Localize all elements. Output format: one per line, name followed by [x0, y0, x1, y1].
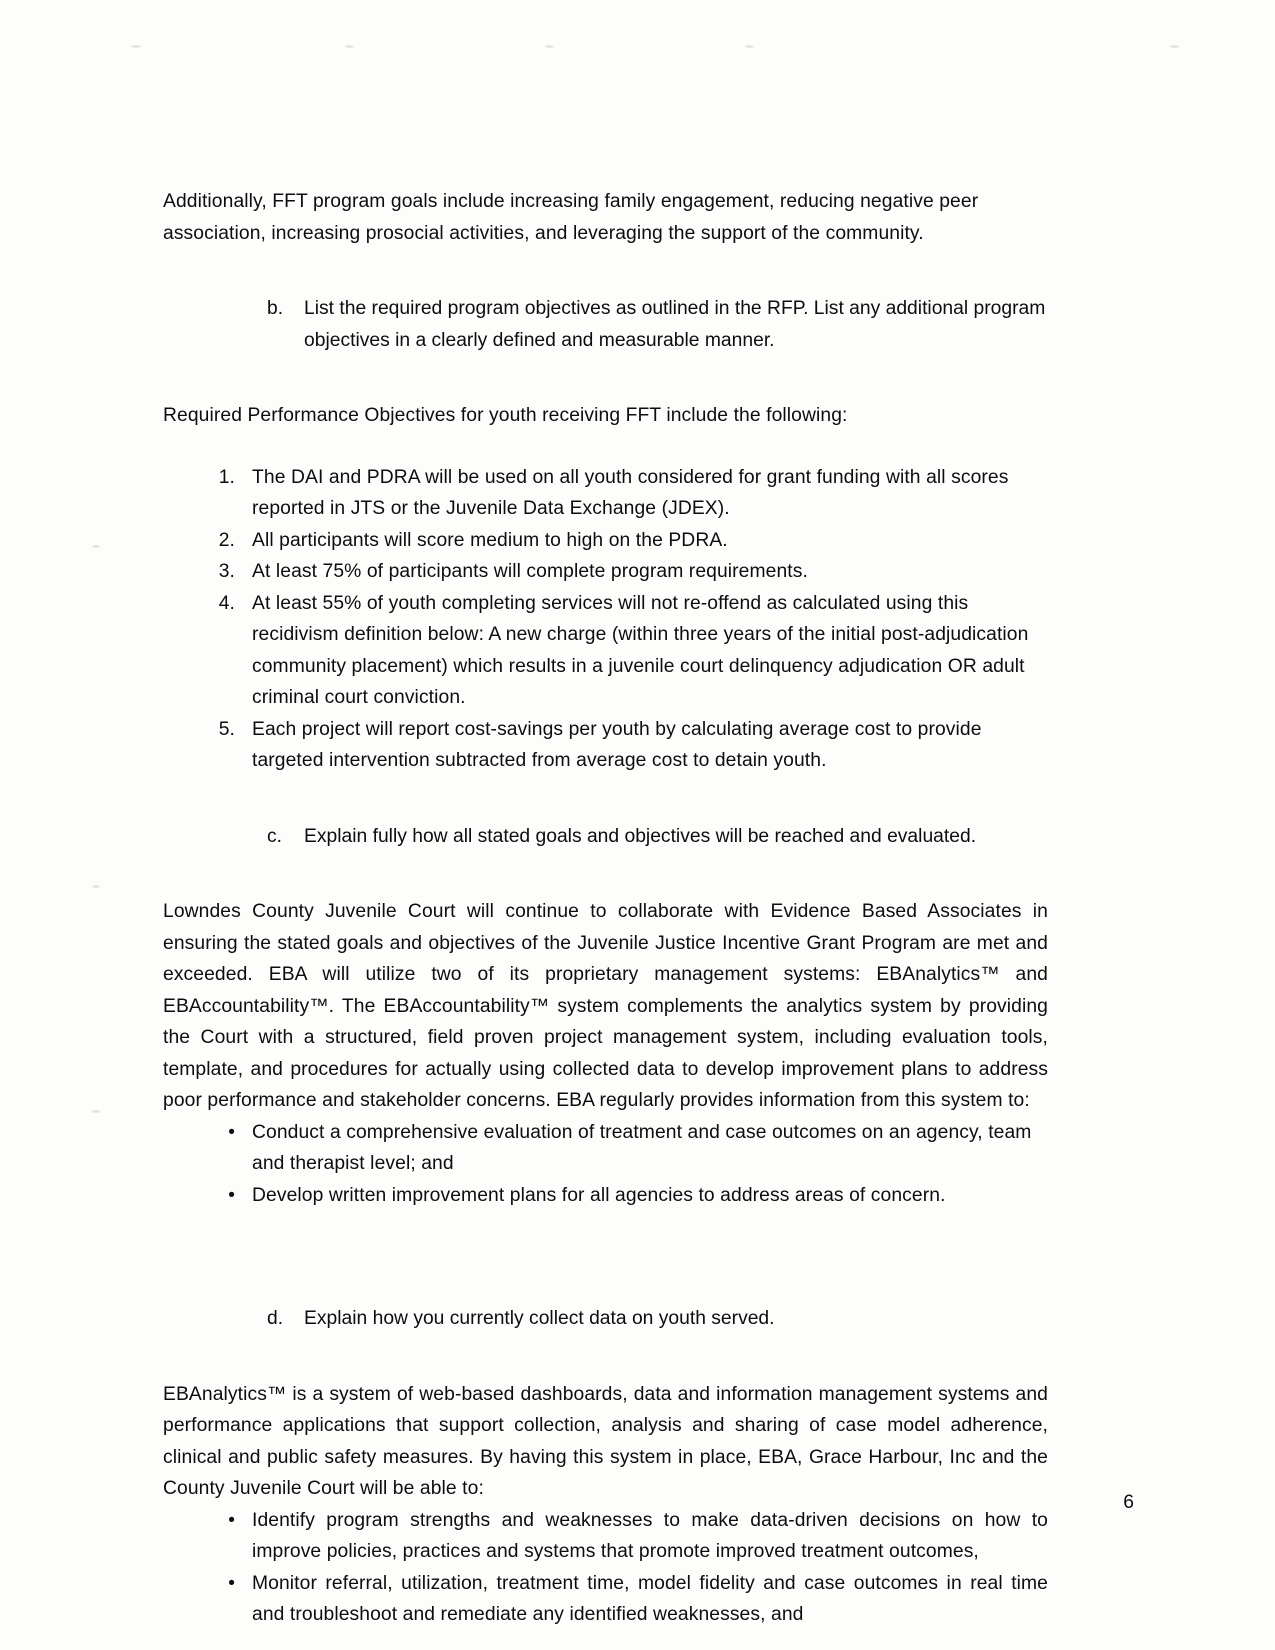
list-item-number: 2. — [218, 529, 235, 551]
list-item-text: Monitor referral, utilization, treatment time, model fidelity and case outcomes in real time and troubleshoot and remediate any identified weaknesses, and — [252, 1572, 1048, 1625]
list-item — [198, 462, 1048, 525]
list-item — [198, 1505, 1048, 1568]
spacer — [163, 249, 1048, 293]
scan-speckle — [131, 45, 141, 48]
bullet-icon: • — [228, 1572, 235, 1594]
list-item-text: At least 75% of participants will complete program requirements. — [252, 561, 808, 582]
spacer — [163, 852, 1048, 896]
spacer — [163, 777, 1048, 821]
bullet-icon: • — [228, 1184, 235, 1206]
list-item-text: The DAI and PDRA will be used on all youth considered for grant funding with all scores reported in JTS or the Juvenile Data Exchange (JDEX). — [252, 466, 1009, 519]
list-item-number: 4. — [218, 592, 235, 614]
scan-speckle — [745, 45, 754, 48]
collaboration-paragraph: Lowndes County Juvenile Court will continue to collaborate with Evidence Based Associates in ensuring the stated goals and objectives of the Juvenile Justice Incentive Grant Program are met and exceeded. EBA will utilize two of its proprietary management systems: EBAnalytics™ and EBAccountability™. The EBAccountability™ system complements the analytics system by providing the Court with a structured, field proven project management system, including evaluation tools, template, and procedures for actually using collected data to develop improvement plans to address poor performance and stakeholder concerns. EBA regularly provides information from this system to: — [163, 901, 1048, 1111]
scan-speckle — [345, 45, 354, 48]
list-item-number: 1. — [218, 466, 235, 488]
sub-item-c-text: Explain fully how all stated goals and objectives will be reached and evaluated. — [304, 825, 977, 847]
scan-speckle — [545, 45, 554, 48]
page-number: 6 — [1123, 1491, 1134, 1513]
spacer — [163, 1335, 1048, 1379]
intro-paragraph: Additionally, FFT program goals include increasing family engagement, reducing negative peer association, increasing prosocial activities, and leveraging the support of the community. — [163, 191, 979, 244]
list-item-text: All participants will score medium to high on the PDRA. — [252, 529, 728, 551]
sub-item-b-marker: b. — [267, 298, 284, 319]
scan-speckle — [92, 1110, 100, 1113]
sub-item-d — [267, 1303, 1048, 1335]
list-item — [198, 525, 1048, 557]
objectives-lead-in: Required Performance Objectives for youth receiving FFT include the following: — [163, 405, 848, 426]
list-item — [198, 1568, 1048, 1631]
bullet-icon: • — [228, 1121, 235, 1143]
list-item-text: Each project will report cost-savings per youth by calculating average cost to provide targeted intervention subtracted from average cost to detain youth. — [252, 718, 982, 771]
sub-item-c-marker: c. — [267, 825, 282, 847]
ebanalytics-capability-bullets — [163, 1505, 1048, 1631]
sub-item-c — [267, 821, 1048, 853]
performance-objectives-list — [163, 462, 1048, 777]
sub-item-d-marker: d. — [267, 1308, 284, 1329]
document-body — [163, 186, 1048, 1631]
ebanalytics-paragraph: EBAnalytics™ is a system of web-based dashboards, data and information management systems and performance applications that support collection, analysis and sharing of case model adherence, clinical and public safety measures. By having this system in place, EBA, Grace Harbour, Inc and the County Juvenile Court will be able to: — [163, 1383, 1048, 1499]
spacer — [163, 1273, 1048, 1303]
bullet-icon: • — [228, 1509, 235, 1531]
list-item-text: Identify program strengths and weaknesses to make data-driven decisions on how to improve policies, practices and systems that promote improved treatment outcomes, — [252, 1509, 1048, 1562]
list-item-number: 3. — [218, 561, 235, 582]
spacer — [163, 432, 1048, 462]
list-item — [198, 588, 1048, 714]
list-item — [198, 556, 1048, 588]
spacer — [163, 1211, 1048, 1273]
list-item-text: Conduct a comprehensive evaluation of treatment and case outcomes on an agency, team and therapist level; and — [252, 1121, 1032, 1174]
list-item-number: 5. — [218, 718, 235, 740]
list-item-text: Develop written improvement plans for all agencies to address areas of concern. — [252, 1184, 946, 1206]
list-item — [198, 714, 1048, 777]
list-item-text: At least 55% of youth completing services will not re-offend as calculated using this recidivism definition below: A new charge (within three years of the initial post-adjudication community placement) which results in a juvenile court delinquency adjudication OR adult criminal court conviction. — [252, 592, 1029, 708]
sub-item-b-text: List the required program objectives as outlined in the RFP. List any additional program objectives in a clearly defined and measurable manner. — [304, 298, 1046, 351]
scan-speckle — [1170, 45, 1179, 48]
list-item — [198, 1180, 1048, 1212]
spacer — [163, 356, 1048, 400]
sub-item-d-text: Explain how you currently collect data on youth served. — [304, 1308, 775, 1329]
eba-information-bullets — [163, 1117, 1048, 1212]
scan-speckle — [92, 545, 100, 548]
sub-item-b — [267, 293, 1048, 356]
scan-speckle — [92, 885, 100, 888]
list-item — [198, 1117, 1048, 1180]
